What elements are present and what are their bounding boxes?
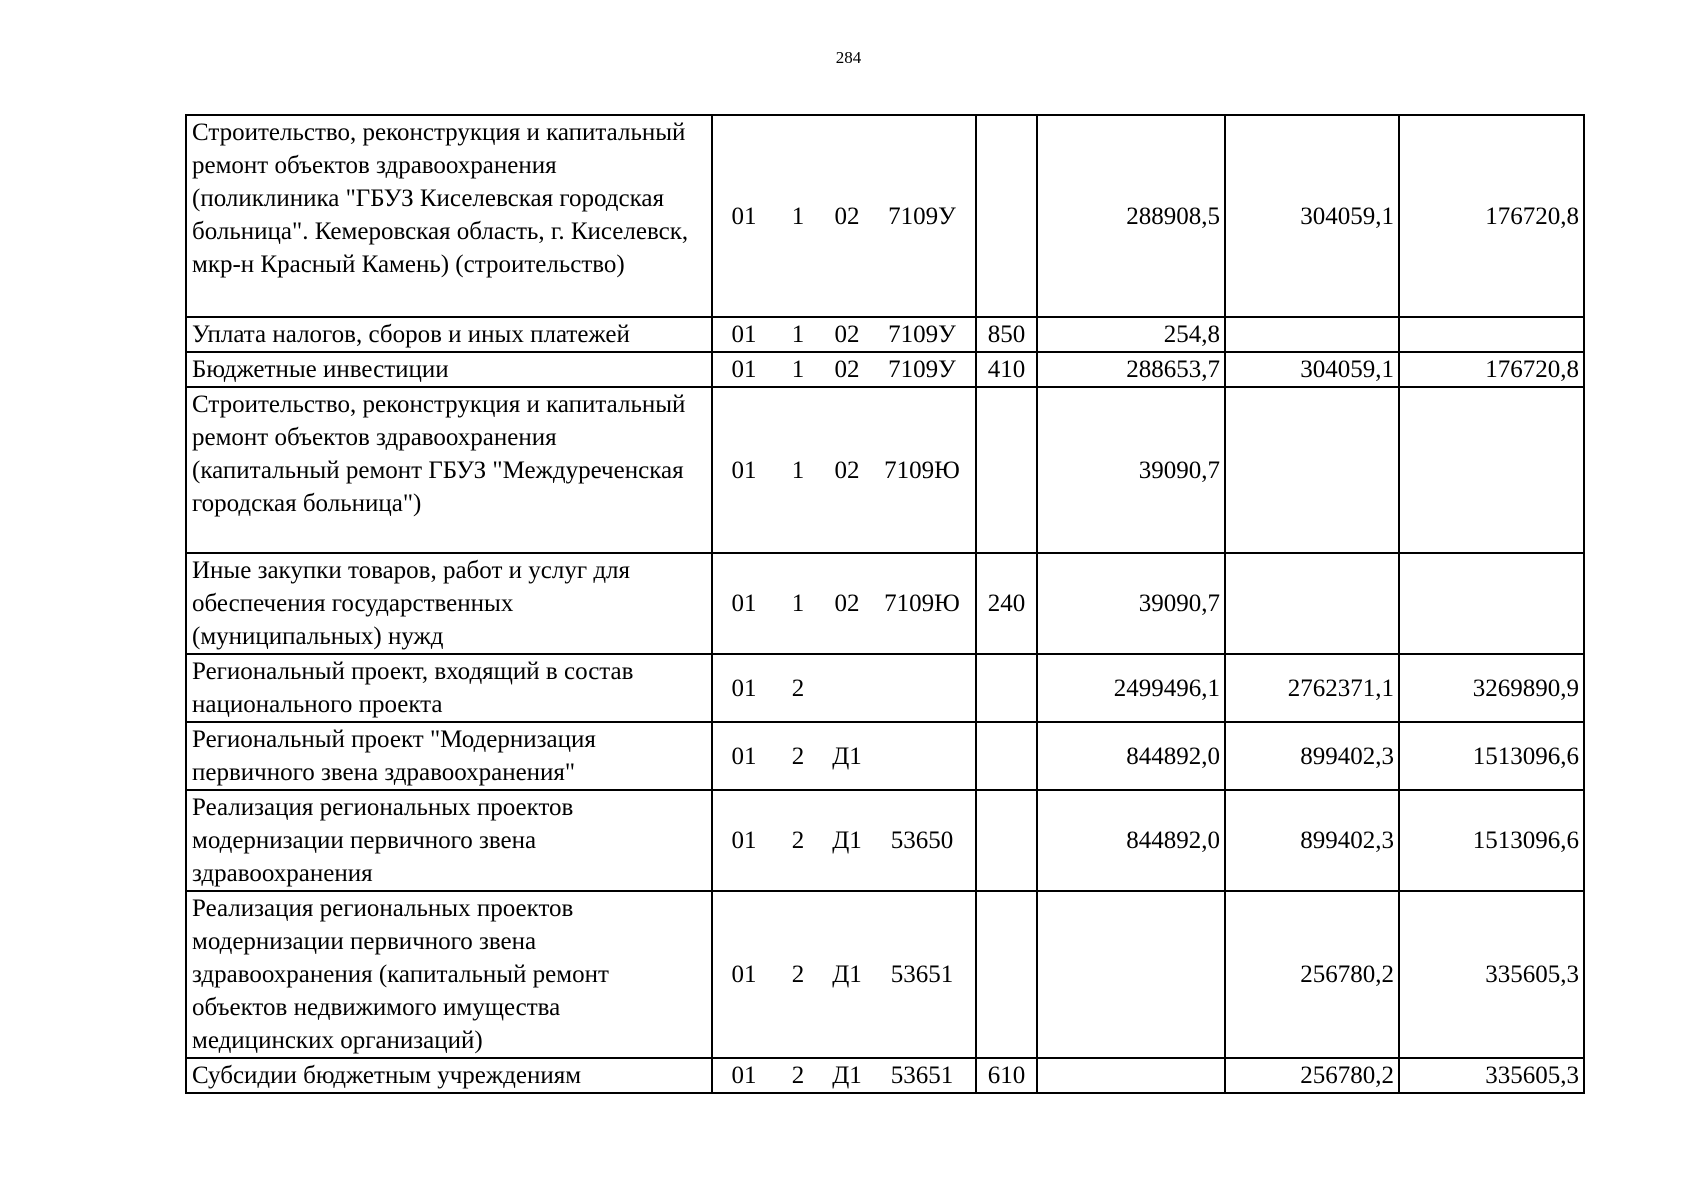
amount-year-3: 335605,3 (1399, 891, 1584, 1058)
amount-year-2 (1225, 387, 1399, 553)
budget-table (185, 114, 1585, 1094)
event-code: 02 (834, 456, 860, 484)
table-row (186, 722, 1584, 790)
direction-code: 7109Ю (884, 456, 960, 484)
event-code: Д1 (832, 961, 862, 988)
program-code: 01 (731, 590, 757, 617)
kvr-code: 610 (976, 1058, 1037, 1093)
amount-year-1 (1037, 1058, 1225, 1093)
program-code: 01 (731, 202, 757, 230)
kvr-code (976, 722, 1037, 790)
amount-year-2 (1225, 553, 1399, 654)
amount-year-1: 288653,7 (1037, 352, 1225, 387)
table-row (186, 352, 1584, 387)
table-row (186, 553, 1584, 654)
table-row (186, 790, 1584, 891)
table-row (186, 317, 1584, 352)
row-codes (712, 352, 976, 387)
program-code: 01 (731, 674, 757, 702)
kvr-code (976, 387, 1037, 553)
kvr-code: 410 (976, 352, 1037, 387)
subprogram-code: 1 (791, 590, 805, 617)
row-name: Строительство, реконструкция и капитальный ремонт объектов здравоохранения (поликлиника "ГБУЗ Киселевская городская больница". Кемеровская область, г. Киселевск, мкр-н Красный Камень) (строительство) (186, 115, 712, 317)
row-name: Строительство, реконструкция и капитальный ремонт объектов здравоохранения (капитальный ремонт ГБУЗ "Междуреченская городская больница") (186, 387, 712, 553)
row-codes (712, 317, 976, 352)
row-name: Бюджетные инвестиции (186, 352, 712, 387)
amount-year-2: 899402,3 (1225, 790, 1399, 891)
row-name: Уплата налогов, сборов и иных платежей (186, 317, 712, 352)
amount-year-1: 288908,5 (1037, 115, 1225, 317)
amount-year-1: 2499496,1 (1037, 654, 1225, 722)
amount-year-3: 1513096,6 (1399, 790, 1584, 891)
row-codes (712, 1058, 976, 1093)
program-code: 01 (731, 742, 757, 770)
amount-year-3 (1399, 553, 1584, 654)
amount-year-1: 39090,7 (1037, 553, 1225, 654)
direction-code: 7109У (888, 321, 956, 348)
amount-year-1: 844892,0 (1037, 722, 1225, 790)
program-code: 01 (731, 827, 757, 854)
event-code: 02 (834, 202, 860, 230)
program-code: 01 (731, 321, 757, 348)
amount-year-2 (1225, 317, 1399, 352)
table-row (186, 115, 1584, 317)
direction-code: 7109У (888, 202, 956, 230)
row-name: Иные закупки товаров, работ и услуг для обеспечения государственных (муниципальных) нужд (186, 553, 712, 654)
direction-code: 7109У (888, 356, 956, 383)
amount-year-2: 256780,2 (1225, 891, 1399, 1058)
amount-year-3: 335605,3 (1399, 1058, 1584, 1093)
subprogram-code: 1 (791, 356, 805, 383)
row-codes (712, 387, 976, 553)
subprogram-code: 1 (791, 321, 805, 348)
event-code: Д1 (832, 742, 862, 770)
row-codes (712, 722, 976, 790)
direction-code: 53650 (890, 827, 954, 854)
kvr-code: 240 (976, 553, 1037, 654)
row-codes (712, 891, 976, 1058)
subprogram-code: 2 (791, 674, 805, 702)
row-codes (712, 115, 976, 317)
kvr-code (976, 115, 1037, 317)
row-name: Реализация региональных проектов модернизации первичного звена здравоохранения (186, 790, 712, 891)
amount-year-2: 899402,3 (1225, 722, 1399, 790)
row-codes (712, 654, 976, 722)
event-code: Д1 (832, 1062, 862, 1089)
kvr-code (976, 891, 1037, 1058)
event-code: 02 (834, 356, 860, 383)
row-codes (712, 553, 976, 654)
subprogram-code: 2 (791, 742, 805, 770)
amount-year-3: 176720,8 (1399, 352, 1584, 387)
event-code: 02 (834, 590, 860, 617)
amount-year-1 (1037, 891, 1225, 1058)
program-code: 01 (731, 356, 757, 383)
table-row (186, 654, 1584, 722)
subprogram-code: 1 (791, 202, 805, 230)
direction-code: 7109Ю (884, 590, 960, 617)
direction-code: 53651 (890, 961, 954, 988)
row-name: Субсидии бюджетным учреждениям (186, 1058, 712, 1093)
amount-year-3 (1399, 317, 1584, 352)
row-name: Региональный проект, входящий в состав национального проекта (186, 654, 712, 722)
amount-year-1: 39090,7 (1037, 387, 1225, 553)
kvr-code (976, 654, 1037, 722)
table-row (186, 387, 1584, 553)
amount-year-2: 304059,1 (1225, 115, 1399, 317)
row-name: Региональный проект "Модернизация первичного звена здравоохранения" (186, 722, 712, 790)
subprogram-code: 1 (791, 456, 805, 484)
event-code: Д1 (832, 827, 862, 854)
amount-year-2: 256780,2 (1225, 1058, 1399, 1093)
kvr-code (976, 790, 1037, 891)
table-row (186, 891, 1584, 1058)
table-row (186, 1058, 1584, 1093)
subprogram-code: 2 (791, 827, 805, 854)
subprogram-code: 2 (791, 1062, 805, 1089)
amount-year-3 (1399, 387, 1584, 553)
amount-year-3: 3269890,9 (1399, 654, 1584, 722)
program-code: 01 (731, 961, 757, 988)
amount-year-1: 844892,0 (1037, 790, 1225, 891)
amount-year-1: 254,8 (1037, 317, 1225, 352)
amount-year-2: 2762371,1 (1225, 654, 1399, 722)
row-codes (712, 790, 976, 891)
program-code: 01 (731, 1062, 757, 1089)
subprogram-code: 2 (791, 961, 805, 988)
row-name: Реализация региональных проектов модернизации первичного звена здравоохранения (капитальный ремонт объектов недвижимого имущества медицинских организаций) (186, 891, 712, 1058)
direction-code: 53651 (890, 1062, 954, 1089)
event-code: 02 (834, 321, 860, 348)
amount-year-2: 304059,1 (1225, 352, 1399, 387)
kvr-code: 850 (976, 317, 1037, 352)
amount-year-3: 176720,8 (1399, 115, 1584, 317)
page-number: 284 (835, 48, 862, 67)
program-code: 01 (731, 456, 757, 484)
amount-year-3: 1513096,6 (1399, 722, 1584, 790)
